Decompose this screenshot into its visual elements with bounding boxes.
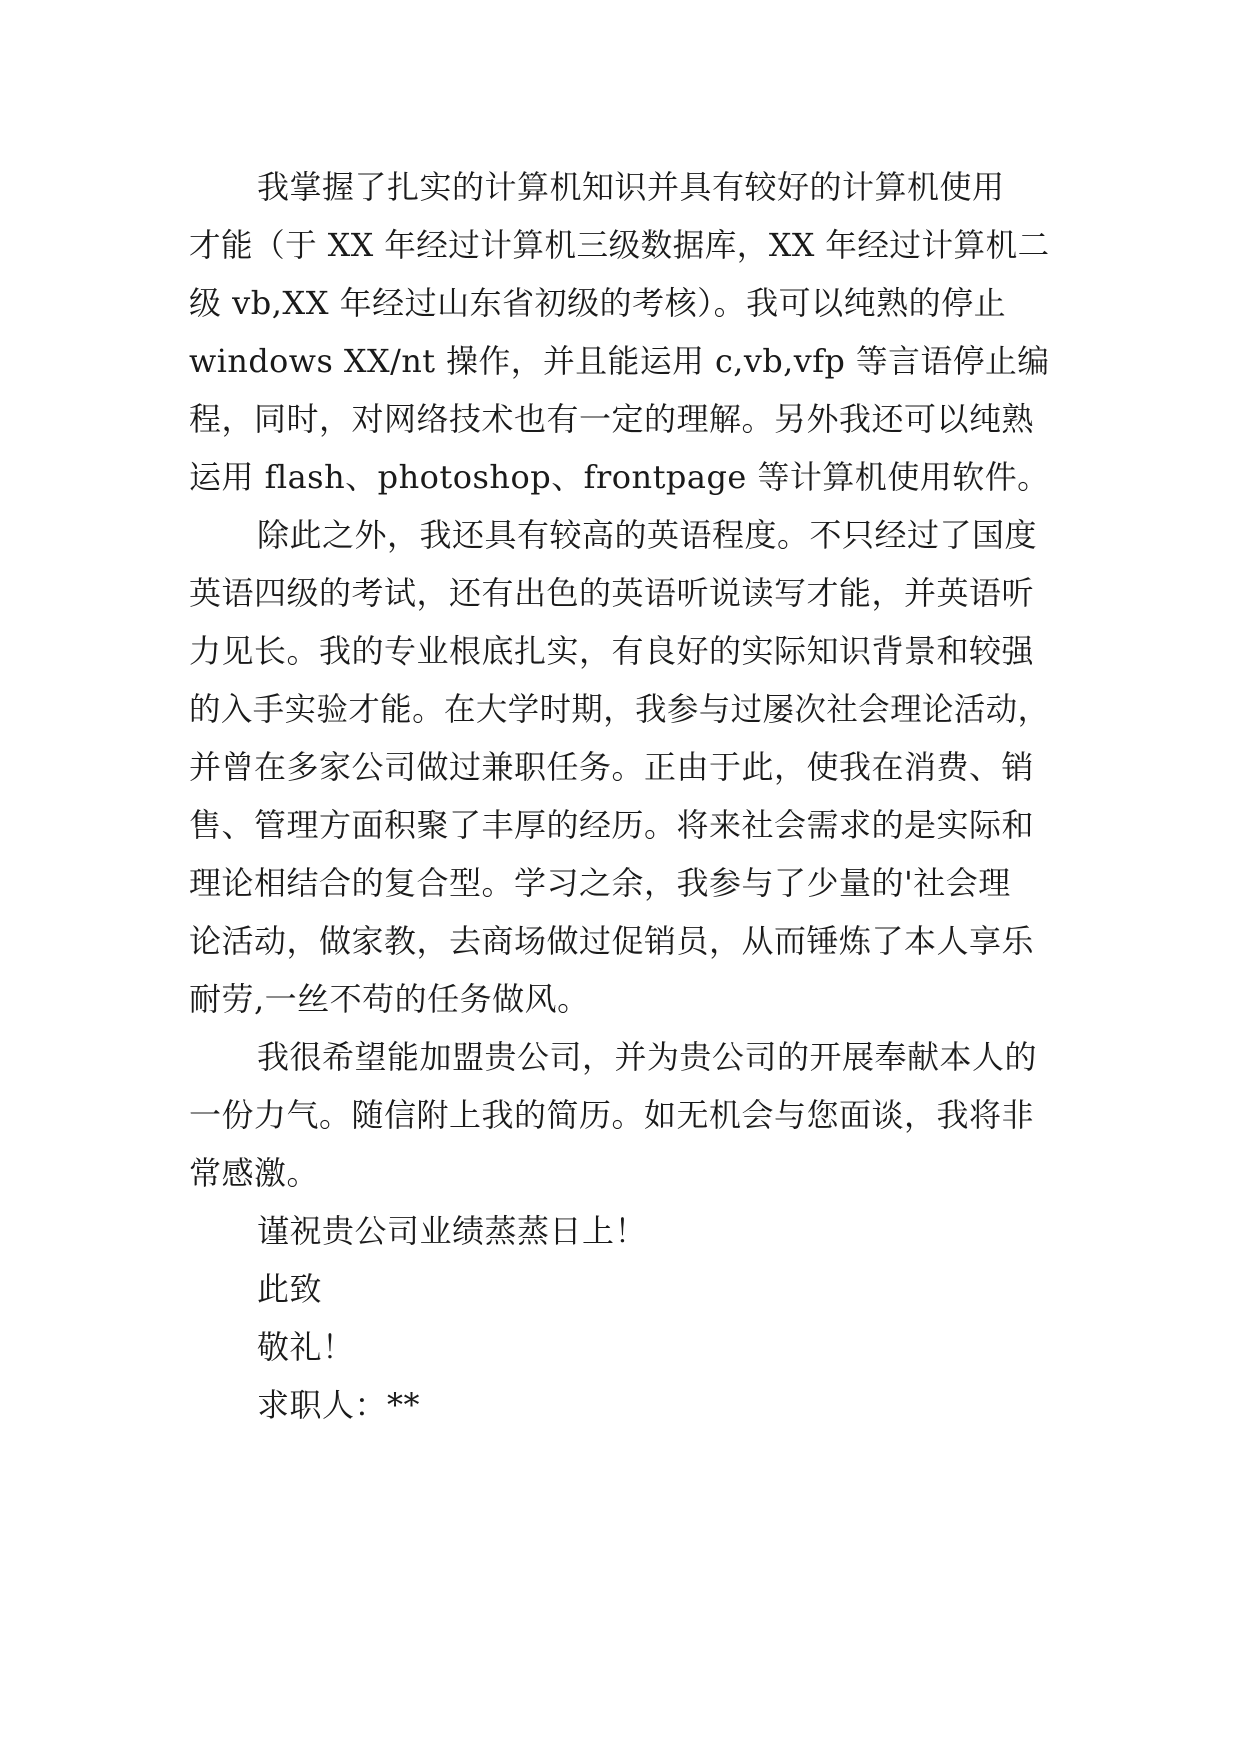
text-line: 一份力气。随信附上我的简历。如无机会与您面谈，我将非	[189, 1096, 1035, 1134]
text-line: 的入手实验才能。在大学时期，我参与过屡次社会理论活动，	[189, 690, 1050, 728]
text-line: 耐劳,一丝不苟的任务做风。	[189, 980, 590, 1018]
closing-wish: 谨祝贵公司业绩蒸蒸日上！	[257, 1212, 648, 1250]
text-line: 级 vb,XX 年经过山东省初级的考核）。我可以纯熟的停止	[189, 284, 1007, 322]
closing-regards: 敬礼！	[257, 1328, 355, 1366]
text-line: 才能（于 XX 年经过计算机三级数据库，XX 年经过计算机二	[189, 226, 1050, 264]
text-line: 程，同时，对网络技术也有一定的理解。另外我还可以纯熟	[189, 400, 1035, 438]
text-line: 常感激。	[189, 1154, 320, 1192]
closing-salutation: 此致	[257, 1270, 323, 1308]
text-line: 论活动，做家教，去商场做过促销员，从而锤炼了本人享乐	[189, 922, 1035, 960]
text-line: 除此之外，我还具有较高的英语程度。不只经过了国度	[257, 516, 1038, 554]
text-line: 英语四级的考试，还有出色的英语听说读写才能，并英语听	[189, 574, 1035, 612]
text-line: 运用 flash、photoshop、frontpage 等计算机使用软件。	[189, 458, 1050, 496]
text-line: 我很希望能加盟贵公司，并为贵公司的开展奉献本人的	[257, 1038, 1038, 1076]
signature: 求职人：**	[257, 1386, 421, 1424]
text-line: 理论相结合的复合型。学习之余，我参与了少量的'社会理	[189, 864, 1011, 902]
text-line: 售、管理方面积聚了丰厚的经历。将来社会需求的是实际和	[189, 806, 1035, 844]
text-line: 我掌握了扎实的计算机知识并具有较好的计算机使用	[257, 168, 1005, 206]
text-line: 力见长。我的专业根底扎实，有良好的实际知识背景和较强	[189, 632, 1035, 670]
text-line: 并曾在多家公司做过兼职任务。正由于此，使我在消费、销	[189, 748, 1035, 786]
text-line: windows XX/nt 操作，并且能运用 c,vb,vfp 等言语停止编	[189, 342, 1050, 380]
